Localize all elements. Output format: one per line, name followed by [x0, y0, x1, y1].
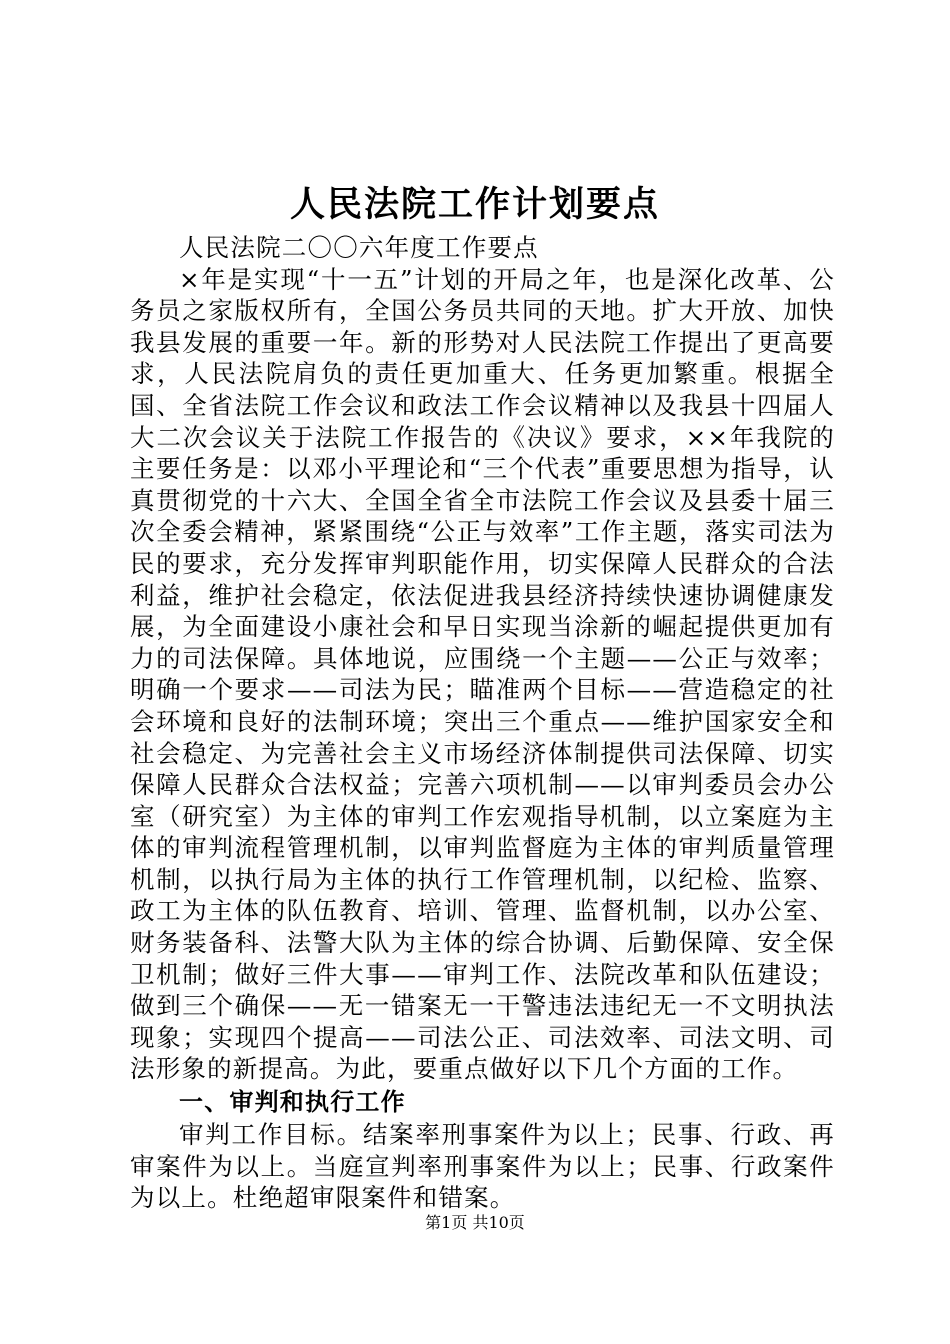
section-heading: 一、审判和执行工作 — [179, 1088, 406, 1117]
document-body — [130, 232, 835, 1214]
paragraph-main: ×年是实现“十一五”计划的开局之年，也是深化改革、公务员之家版权所有，全国公务员共同的天地。扩大开放、加快我县发展的重要一年。新的形势对人民法院工作提出了更高要求，人民法院肩负的责任更加重大、任务更加繁重。根据全国、全省法院工作会议和政法工作会议精神以及我县十四届人大二次会议关于法院工作报告的《决议》要求，××年我院的主要任务是：以邓小平理论和“三个代表”重要思想为指导，认真贯彻党的十六大、全国全省全市法院工作会议及县委十届三次全委会精神，紧紧围绕“公正与效率”工作主题，落实司法为民的要求，充分发挥审判职能作用，切实保障人民群众的合法利益，维护社会稳定，依法促进我县经济持续快速协调健康发展，为全面建设小康社会和早日实现当涂新的崛起提供更加有力的司法保障。具体地说，应围绕一个主题——公正与效率；明确一个要求——司法为民；瞄准两个目标——营造稳定的社会环境和良好的法制环境；突出三个重点——维护国家安全和社会稳定、为完善社会主义市场经济体制提供司法保障、切实保障人民群众合法权益；完善六项机制——以审判委员会办公室（研究室）为主体的审判工作宏观指导机制，以立案庭为主体的审判流程管理机制，以审判监督庭为主体的审判质量管理机制，以执行局为主体的执行工作管理机制，以纪检、监察、政工为主体的队伍教育、培训、管理、监督机制，以办公室、财务装备科、法警大队为主体的综合协调、后勤保障、安全保卫机制；做好三件大事——审判工作、法院改革和队伍建设；做到三个确保——无一错案无一干警违法违纪无一不文明执法现象；实现四个提高——司法公正、司法效率、司法文明、司法形象的新提高。为此，要重点做好以下几个方面的工作。 — [130, 264, 835, 1084]
section-paragraph: 审判工作目标。结案率刑事案件为以上；民事、行政、再审案件为以上。当庭宣判率刑事案件为以上；民事、行政案件为以上。杜绝超审限案件和错案。 — [130, 1120, 835, 1213]
paragraph-subtitle: 人民法院二〇〇六年度工作要点 — [179, 233, 539, 262]
page-footer: 第1页 共10页 — [425, 1213, 525, 1232]
document-title: 人民法院工作计划要点 — [289, 185, 660, 225]
